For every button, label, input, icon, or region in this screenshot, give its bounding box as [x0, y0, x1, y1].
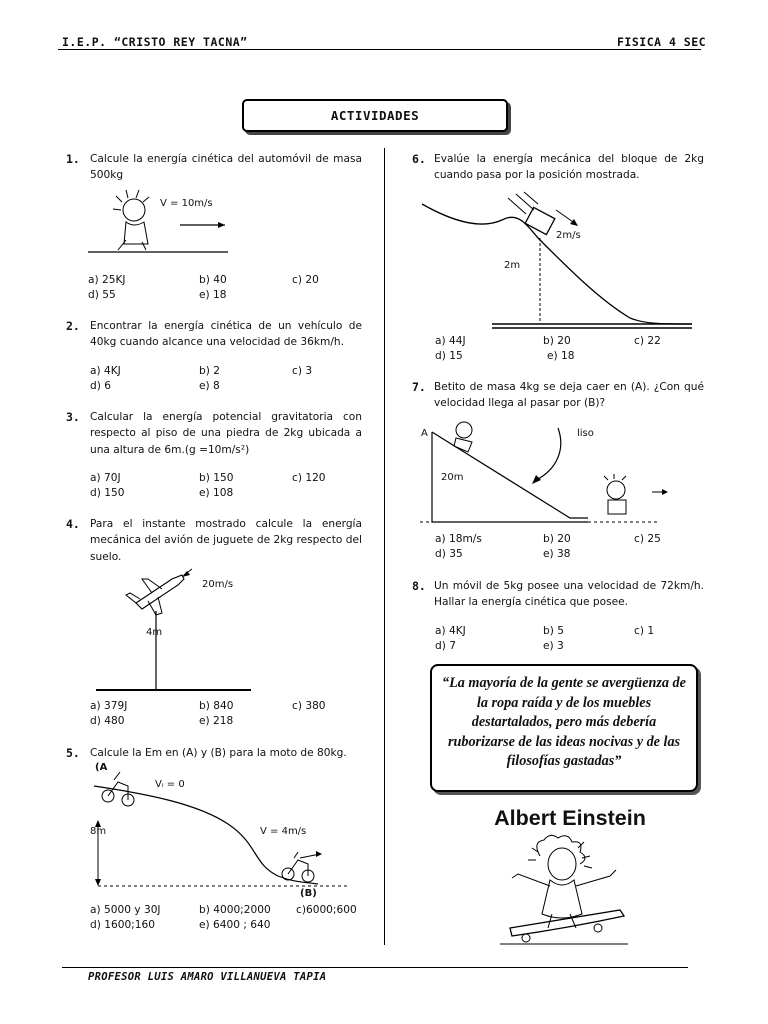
option-c: c) 380 [292, 700, 326, 712]
option-a: a) 18m/s [435, 533, 482, 545]
question-text: Calcular la energía potencial gravitatoria con respecto al piso de una piedra de 2kg ubicada a una altura de 6m.(g =10m/s²) [90, 411, 362, 456]
option-d: d) 35 [435, 548, 463, 560]
question-text: Calcule la Em en (A) y (B) para la moto de 80kg. [90, 747, 347, 759]
option-a: a) 4KJ [90, 365, 121, 377]
school-name: I.E.P. “CRISTO REY TACNA” [62, 35, 248, 49]
option-b: b) 4000;2000 [199, 904, 271, 916]
speed-label: V = 10m/s [160, 198, 213, 209]
option-b: b) 20 [543, 533, 571, 545]
option-d: d) 1600;160 [90, 919, 155, 931]
option-b: b) 40 [199, 274, 227, 286]
option-e: e) 218 [199, 715, 234, 727]
point-a-label: A [421, 428, 428, 439]
option-b: b) 840 [199, 700, 234, 712]
height-label: 4m [146, 627, 163, 638]
option-a: a) 44J [435, 335, 466, 347]
question-number: 2. [66, 319, 80, 333]
option-b: b) 20 [543, 335, 571, 347]
option-b: b) 2 [199, 365, 220, 377]
question-text: Para el instante mostrado calcule la energía mecánica del avión de juguete de 2kg respecto del suelo. [90, 518, 362, 563]
einstein-skateboard-illustration [500, 838, 640, 946]
question-text: Betito de masa 4kg se deja caer en (A). ¿Con qué velocidad llega al pasar por (B)? [434, 381, 704, 410]
column-divider [384, 148, 385, 945]
speed-label: 2m/s [556, 230, 581, 241]
initial-speed-label: Vᵢ = 0 [155, 779, 185, 790]
option-b: b) 5 [543, 625, 564, 637]
option-c: c) 25 [634, 533, 661, 545]
option-e: e) 3 [543, 640, 564, 652]
option-d: d) 55 [88, 289, 116, 301]
question-number: 8. [412, 579, 426, 593]
option-c: c) 22 [634, 335, 661, 347]
figure-motorbike-track [88, 764, 356, 902]
option-a: a) 4KJ [435, 625, 466, 637]
option-c: c) 1 [634, 625, 655, 637]
option-c: c) 20 [292, 274, 319, 286]
question-text: Encontrar la energía cinética de un vehículo de 40kg cuando alcance una velocidad de 36km/h. [90, 320, 362, 349]
option-a: a) 379J [90, 700, 128, 712]
option-e: e) 18 [547, 350, 575, 362]
smooth-label: liso [577, 428, 594, 439]
question-number: 6. [412, 152, 426, 166]
quote-text: “La mayoría de la gente se avergüenza de la ropa raída y de los muebles destartalados, pero más debería ruborizarse de las ideas nocivas y de las filosofías gastadas” [442, 675, 686, 769]
question-number: 5. [66, 746, 80, 760]
footer-teacher: PROFESOR LUIS AMARO VILLANUEVA TAPIA [88, 971, 327, 983]
option-d: d) 6 [90, 380, 111, 392]
option-d: d) 480 [90, 715, 125, 727]
figure-block-hill [420, 190, 700, 330]
option-c: c) 3 [292, 365, 313, 377]
option-e: e) 108 [199, 487, 234, 499]
option-a: a) 70J [90, 472, 121, 484]
question-number: 1. [66, 152, 80, 166]
point-a-label: (A [95, 762, 108, 773]
question-number: 7. [412, 380, 426, 394]
question-text: Evalúe la energía mecánica del bloque de 2kg cuando pasa por la posición mostrada. [434, 153, 704, 182]
option-e: e) 38 [543, 548, 571, 560]
quote-author: Albert Einstein [494, 806, 646, 830]
speed-label: 20m/s [202, 579, 234, 590]
option-e: e) 18 [199, 289, 227, 301]
footer-rule [62, 967, 688, 968]
option-d: d) 150 [90, 487, 125, 499]
option-d: d) 7 [435, 640, 456, 652]
option-e: e) 8 [199, 380, 220, 392]
option-a: a) 25KJ [88, 274, 126, 286]
height-label: 2m [504, 260, 521, 271]
question-number: 4. [66, 517, 80, 531]
option-c: c) 120 [292, 472, 326, 484]
question-text: Un móvil de 5kg posee una velocidad de 72km/h. Hallar la energía cinética que posee. [434, 580, 704, 609]
option-a: a) 5000 y 30J [90, 904, 161, 916]
option-e: e) 6400 ; 640 [199, 919, 271, 931]
quote-box [430, 664, 698, 792]
question-text: Calcule la energía cinética del automóvil de masa 500kg [90, 153, 362, 182]
option-d: d) 15 [435, 350, 463, 362]
activities-title: ACTIVIDADES [242, 99, 508, 132]
option-b: b) 150 [199, 472, 234, 484]
height-label: 8m [90, 826, 107, 837]
header-rule [58, 49, 701, 50]
speed-label: V = 4m/s [260, 826, 307, 837]
option-c: c)6000;600 [296, 904, 357, 916]
point-b-label: (B) [300, 888, 317, 899]
course-name: FISICA 4 SEC [617, 35, 707, 49]
height-label: 20m [441, 472, 464, 483]
question-number: 3. [66, 410, 80, 424]
